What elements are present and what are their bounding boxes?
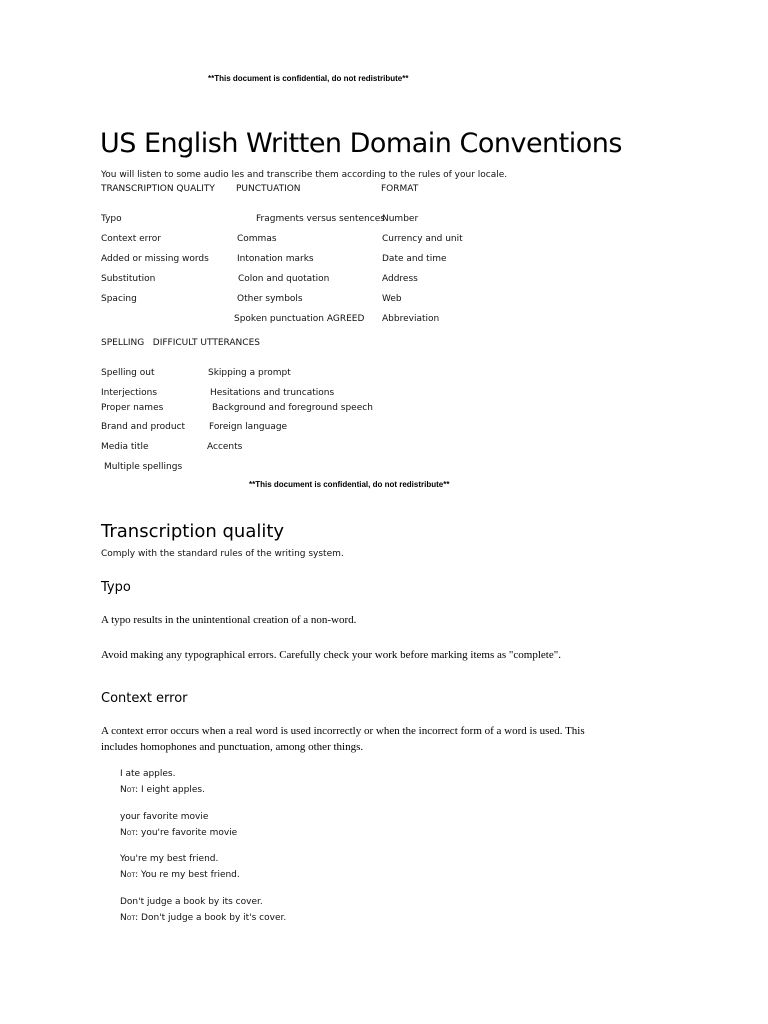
toc-header-spelling-difficult: SPELLING DIFFICULT UTTERANCES [101, 338, 260, 348]
toc-item-fragments[interactable]: Fragments versus sentences [256, 214, 385, 224]
toc-item-abbreviation[interactable]: Abbreviation [382, 314, 440, 324]
not-label: Not [120, 913, 136, 923]
example-bad-4 [120, 913, 286, 923]
toc-item-other-symbols[interactable]: Other symbols [237, 294, 303, 304]
example-good-3: You're my best friend. [120, 854, 219, 864]
toc-item-intonation-marks[interactable]: Intonation marks [237, 254, 314, 264]
section-subtitle: Comply with the standard rules of the writing system. [101, 549, 344, 559]
example-good-4: Don't judge a book by its cover. [120, 897, 263, 907]
toc-item-spacing[interactable]: Spacing [101, 294, 137, 304]
not-label: Not [120, 785, 136, 795]
toc-item-media-title[interactable]: Media title [101, 442, 149, 452]
typo-paragraph-2: Avoid making any typographical errors. Carefully check your work before marking items as "complete". [101, 649, 561, 661]
toc-item-commas[interactable]: Commas [237, 234, 277, 244]
example-good-1: I ate apples. [120, 769, 176, 779]
toc-item-colon-quotation[interactable]: Colon and quotation [238, 274, 330, 284]
toc-item-accents[interactable]: Accents [207, 442, 243, 452]
example-bad-text: : You re my best friend. [135, 870, 240, 880]
section-title: Transcription quality [101, 521, 285, 542]
toc-header-format: FORMAT [381, 184, 419, 194]
typo-heading: Typo [101, 580, 131, 595]
toc-item-foreign-language[interactable]: Foreign language [209, 422, 288, 432]
toc-item-skipping-prompt[interactable]: Skipping a prompt [208, 368, 291, 378]
not-label: Not [120, 870, 136, 880]
toc-item-number[interactable]: Number [382, 214, 419, 224]
example-bad-text: : I eight apples. [135, 785, 205, 795]
toc-item-proper-names[interactable]: Proper names [101, 403, 164, 413]
toc-item-date-time[interactable]: Date and time [382, 254, 447, 264]
confidential-notice-mid: **This document is confidential, do not redistribute** [249, 480, 450, 489]
example-bad-1 [120, 785, 205, 795]
toc-item-brand-product[interactable]: Brand and product [101, 422, 186, 432]
toc-header-punctuation: PUNCTUATION [236, 184, 301, 194]
context-error-paragraph: A context error occurs when a real word is used incorrectly or when the incorrect form of a word is used. This includes homophones and punctuation, among other things. [101, 725, 585, 753]
toc-item-spelling-out[interactable]: Spelling out [101, 368, 155, 378]
toc-header-transcription-quality: TRANSCRIPTION QUALITY [101, 184, 215, 194]
not-label: Not [120, 828, 136, 838]
toc-item-typo[interactable]: Typo [101, 214, 122, 224]
toc-item-substitution[interactable]: Substitution [101, 274, 156, 284]
context-error-heading: Context error [101, 691, 188, 706]
intro-text: You will listen to some audio les and transcribe them according to the rules of your locale. [101, 170, 508, 180]
toc-item-context-error[interactable]: Context error [101, 234, 161, 244]
toc-item-spoken-punctuation[interactable]: Spoken punctuation AGREED [234, 314, 365, 324]
toc-item-currency-unit[interactable]: Currency and unit [382, 234, 463, 244]
toc-item-background-foreground[interactable]: Background and foreground speech [212, 403, 373, 413]
toc-item-address[interactable]: Address [382, 274, 418, 284]
example-good-2: your favorite movie [120, 812, 209, 822]
toc-item-hesitations[interactable]: Hesitations and truncations [210, 388, 335, 398]
toc-item-interjections[interactable]: Interjections [101, 388, 158, 398]
typo-paragraph-1: A typo results in the unintentional creation of a non-word. [101, 614, 357, 626]
example-bad-2 [120, 828, 237, 838]
example-bad-3 [120, 870, 240, 880]
example-bad-text: : Don't judge a book by it's cover. [135, 913, 287, 923]
toc-item-multiple-spellings[interactable]: Multiple spellings [104, 462, 183, 472]
example-bad-text: : you're favorite movie [135, 828, 238, 838]
page-title: US English Written Domain Conventions [100, 128, 622, 159]
toc-item-added-missing-words[interactable]: Added or missing words [101, 254, 209, 264]
confidential-notice-top: **This document is confidential, do not redistribute** [208, 74, 409, 83]
toc-item-web[interactable]: Web [382, 294, 402, 304]
